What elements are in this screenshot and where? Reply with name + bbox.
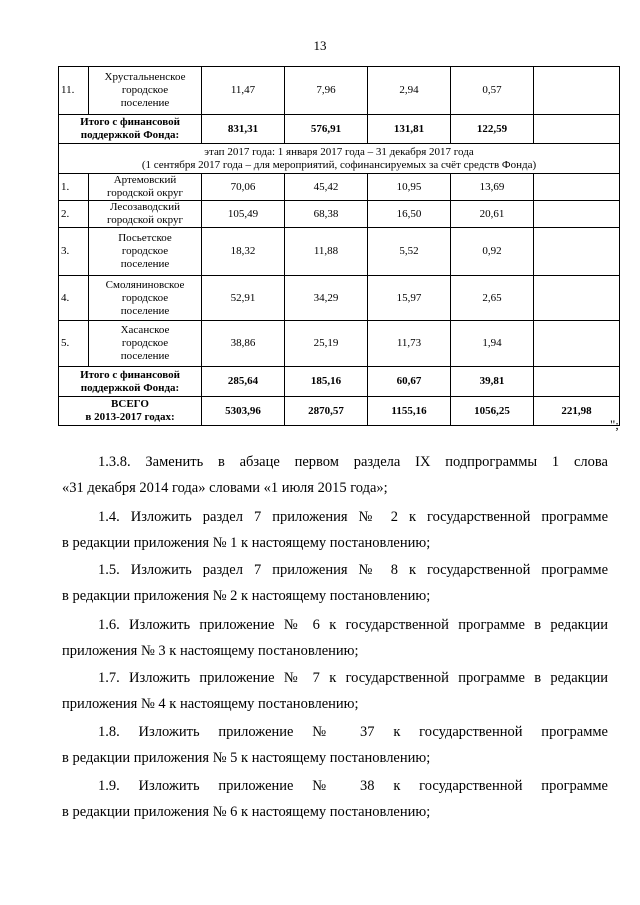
value-cell: 2,94 (368, 67, 451, 115)
value-cell (534, 276, 620, 321)
table-row (59, 201, 620, 228)
municipality-name (89, 174, 202, 201)
municipality-name (89, 276, 202, 321)
total-value: 60,67 (368, 367, 451, 397)
table-row (59, 228, 620, 276)
value-cell: 25,19 (285, 321, 368, 367)
paragraph-continuation: в редакции приложения № 1 к настоящему постановлению; (62, 535, 431, 551)
value-cell: 7,96 (285, 67, 368, 115)
value-cell: 68,38 (285, 201, 368, 228)
paragraph-first-line: 1.3.8. Заменить в абзаце первом раздела IX подпрограммы 1 слова (98, 454, 608, 470)
municipality-name (89, 201, 202, 228)
value-cell: 0,92 (451, 228, 534, 276)
cell-line: городской округ (106, 214, 184, 226)
row-number: 1. (59, 174, 89, 201)
stage-row (59, 144, 620, 174)
cell-line: в 2013-2017 годах: (85, 411, 175, 423)
value-cell (534, 201, 620, 228)
total-value: 576,91 (285, 115, 368, 144)
cell-line: городское (121, 337, 169, 349)
value-cell: 11,47 (202, 67, 285, 115)
value-cell: 1,94 (451, 321, 534, 367)
cell-line: ВСЕГО (111, 398, 149, 410)
value-cell: 2,65 (451, 276, 534, 321)
value-cell: 105,49 (202, 201, 285, 228)
paragraph (62, 665, 608, 717)
funding-table (58, 66, 620, 426)
paragraph-first-line: 1.9. Изложить приложение № 38 к государственной программе (98, 778, 608, 794)
total-label (59, 397, 202, 426)
row-number: 4. (59, 276, 89, 321)
value-cell (534, 321, 620, 367)
table-row (59, 276, 620, 321)
total-value: 185,16 (285, 367, 368, 397)
total-row (59, 115, 620, 144)
value-cell (534, 174, 620, 201)
total-value: 1155,16 (368, 397, 451, 426)
cell-line: (1 сентября 2017 года – для мероприятий, софинансируемых за счёт средств Фонда) (141, 158, 537, 171)
row-number: 2. (59, 201, 89, 228)
cell-line: поселение (120, 350, 170, 362)
paragraph-first-line: 1.6. Изложить приложение № 6 к государственной программе в редакции (98, 617, 608, 633)
paragraph-continuation: приложения № 3 к настоящему постановлению; (62, 643, 359, 659)
total-value: 2870,57 (285, 397, 368, 426)
total-value: 131,81 (368, 115, 451, 144)
closing-quote: "; (610, 417, 619, 432)
value-cell: 10,95 (368, 174, 451, 201)
value-cell (534, 228, 620, 276)
total-value: 1056,25 (451, 397, 534, 426)
cell-line: городское (121, 84, 169, 96)
cell-line: этап 2017 года: 1 января 2017 года – 31 декабря 2017 года (204, 145, 474, 158)
municipality-name (89, 321, 202, 367)
table-row (59, 67, 620, 115)
paragraph (62, 612, 608, 664)
cell-line: городское (121, 245, 169, 257)
row-number: 11. (59, 67, 89, 115)
value-cell: 0,57 (451, 67, 534, 115)
value-cell: 38,86 (202, 321, 285, 367)
value-cell: 20,61 (451, 201, 534, 228)
stage-heading (59, 144, 620, 174)
value-cell: 16,50 (368, 201, 451, 228)
cell-line: поддержкой Фонда: (80, 381, 180, 394)
paragraph-continuation: в редакции приложения № 6 к настоящему постановлению; (62, 804, 431, 820)
cell-line: поселение (120, 258, 170, 270)
table-row (59, 174, 620, 201)
paragraph (62, 449, 608, 501)
total-value: 221,98 (534, 397, 620, 426)
paragraph (62, 557, 608, 609)
cell-line: городское (121, 291, 169, 304)
paragraph-first-line: 1.8. Изложить приложение № 37 к государственной программе (98, 724, 608, 740)
paragraph-first-line: 1.5. Изложить раздел 7 приложения № 8 к государственной программе (98, 562, 608, 578)
row-number: 3. (59, 228, 89, 276)
paragraph-first-line: 1.4. Изложить раздел 7 приложения № 2 к государственной программе (98, 509, 608, 525)
total-value (534, 115, 620, 144)
row-number: 5. (59, 321, 89, 367)
cell-line: Хасанское (120, 324, 170, 336)
cell-line: городской округ (106, 187, 184, 199)
municipality-name (89, 67, 202, 115)
cell-line: Итого с финансовой (80, 368, 180, 381)
total-value: 5303,96 (202, 397, 285, 426)
cell-line: Смоляниновское (105, 278, 185, 291)
total-row (59, 397, 620, 426)
total-label (59, 367, 202, 397)
total-value: 39,81 (451, 367, 534, 397)
value-cell: 70,06 (202, 174, 285, 201)
paragraph-continuation: в редакции приложения № 2 к настоящему постановлению; (62, 588, 431, 604)
total-label (59, 115, 202, 144)
cell-line: Лесозаводский (109, 201, 181, 213)
paragraph (62, 504, 608, 556)
total-row (59, 367, 620, 397)
cell-line: поселение (120, 304, 170, 317)
total-value: 831,31 (202, 115, 285, 144)
paragraph-continuation: в редакции приложения № 5 к настоящему постановлению; (62, 750, 431, 766)
cell-line: Артемовский (113, 174, 177, 186)
value-cell: 15,97 (368, 276, 451, 321)
cell-line: поселение (120, 97, 170, 109)
value-cell: 18,32 (202, 228, 285, 276)
value-cell: 34,29 (285, 276, 368, 321)
paragraph-continuation: приложения № 4 к настоящему постановлению; (62, 696, 359, 712)
paragraph-continuation: «31 декабря 2014 года» словами «1 июля 2015 года»; (62, 480, 388, 496)
paragraph (62, 719, 608, 771)
value-cell: 52,91 (202, 276, 285, 321)
value-cell: 45,42 (285, 174, 368, 201)
value-cell: 11,88 (285, 228, 368, 276)
value-cell: 11,73 (368, 321, 451, 367)
cell-line: Итого с финансовой (80, 116, 180, 128)
cell-line: Посьетское (118, 232, 172, 244)
value-cell: 13,69 (451, 174, 534, 201)
total-value: 285,64 (202, 367, 285, 397)
cell-line: Хрустальненское (104, 71, 186, 83)
funding-table-wrapper (58, 66, 620, 426)
value-cell: 5,52 (368, 228, 451, 276)
paragraph (62, 773, 608, 825)
value-cell (534, 67, 620, 115)
municipality-name (89, 228, 202, 276)
cell-line: поддержкой Фонда: (80, 129, 180, 141)
total-value (534, 367, 620, 397)
total-value: 122,59 (451, 115, 534, 144)
paragraph-first-line: 1.7. Изложить приложение № 7 к государственной программе в редакции (98, 670, 608, 686)
page-number: 13 (313, 38, 327, 53)
table-row (59, 321, 620, 367)
